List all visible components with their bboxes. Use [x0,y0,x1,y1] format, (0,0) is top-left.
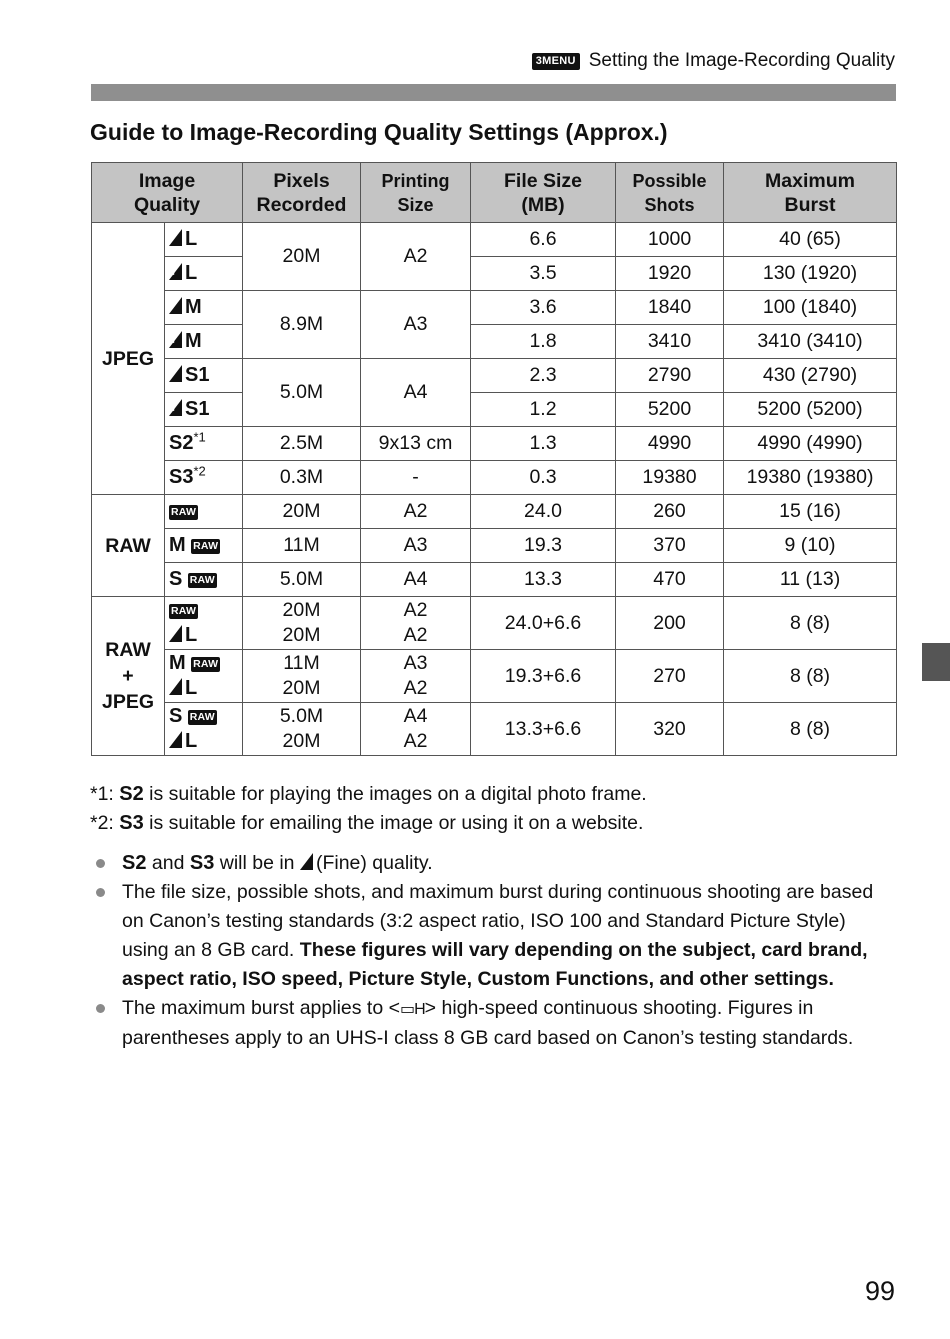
table-row [92,359,897,393]
page-number: 99 [864,1276,895,1306]
bullet-emphasis: These figures will vary depending on the subject, card brand, aspect ratio, ISO speed, Picture Style, Custom Functions, and other settings. [122,939,868,990]
quality-symbol: M RAW L [165,650,243,703]
pixels-cell: 20M 20M [243,597,361,650]
burst-cell: 430 (2790) [724,359,897,393]
page-header [90,48,895,74]
file-size-cell: 24.0 [471,495,616,529]
header-max-burst: Maximum Burst [724,163,897,223]
chapter-tab [922,643,950,681]
pixels-cell: 0.3M [243,461,361,495]
burst-cell: 3410 (3410) [724,325,897,359]
shots-cell: 270 [616,650,724,703]
print-size-cell: A2 [361,495,471,529]
burst-cell: 9 (10) [724,529,897,563]
quality-symbol: RAW L [165,597,243,650]
burst-cell: 4990 (4990) [724,427,897,461]
normal-quality-icon [169,263,182,280]
shots-cell: 5200 [616,393,724,427]
fine-quality-icon [169,229,182,246]
print-size-cell: 9x13 cm [361,427,471,461]
burst-cell: 40 (65) [724,223,897,257]
print-size-cell: A3 [361,291,471,359]
quality-symbol: S3$^{*2}$ [165,461,243,495]
header-rule [91,84,896,101]
normal-quality-icon [169,399,182,416]
pixels-cell: 5.0M 20M [243,703,361,756]
burst-cell: 130 (1920) [724,257,897,291]
footnote-1: *1: S2 is suitable for playing the images on a digital photo frame. [90,783,647,805]
fine-quality-icon [169,365,182,382]
table-row [92,563,897,597]
burst-cell: 5200 (5200) [724,393,897,427]
table-row [92,223,897,257]
quality-symbol: S1 [165,393,243,427]
file-size-cell: 0.3 [471,461,616,495]
fine-quality-icon [169,731,182,748]
shots-cell: 19380 [616,461,724,495]
file-size-cell: 2.3 [471,359,616,393]
header-image-quality: Image Quality [92,163,243,223]
high-speed-drive-icon: ▭H [400,1001,425,1018]
bullet-icon [96,888,105,897]
print-size-cell: A4 [361,359,471,427]
quality-symbol [165,495,243,529]
file-size-cell: 13.3+6.6 [471,703,616,756]
print-size-cell: A2 A2 [361,597,471,650]
table-header-row [92,163,897,223]
footnote-2: *2: S3 is suitable for emailing the image or using it on a website. [90,812,644,834]
file-size-cell: 24.0+6.6 [471,597,616,650]
file-size-cell: 6.6 [471,223,616,257]
quality-symbol: M [165,291,243,325]
header-pixels: Pixels Recorded [243,163,361,223]
fine-quality-icon [300,853,313,870]
header-printing-size: Printing Size [361,163,471,223]
quality-symbol: M [165,325,243,359]
file-size-cell: 1.3 [471,427,616,461]
shots-cell: 370 [616,529,724,563]
menu-icon [532,53,580,70]
page-title: Guide to Image-Recording Quality Settings (Approx.) [90,119,668,145]
burst-cell: 11 (13) [724,563,897,597]
file-size-cell: 1.8 [471,325,616,359]
table-row [92,461,897,495]
shots-cell: 2790 [616,359,724,393]
file-size-cell: 1.2 [471,393,616,427]
print-size-cell: A4 A2 [361,703,471,756]
fine-quality-icon [169,625,182,642]
group-label-raw: RAW [92,495,165,597]
bullet-list [96,849,896,1053]
file-size-cell: 19.3+6.6 [471,650,616,703]
quality-symbol: S RAW L [165,703,243,756]
table-row [92,257,897,291]
shots-cell: 1000 [616,223,724,257]
bullet-item: S2 and S3 will be in (Fine) quality. [96,849,896,878]
section-number: 3 [535,55,543,67]
raw-icon: RAW [189,711,215,723]
table-row [92,495,897,529]
bullet-item: The maximum burst applies to <▭H> high-speed continuous shooting. Figures in parentheses apply to an UHS-I class 8 GB card based on Canon’s testing standards. [96,994,896,1053]
shots-cell: 260 [616,495,724,529]
shots-cell: 1920 [616,257,724,291]
print-size-cell: - [361,461,471,495]
file-size-cell: 3.5 [471,257,616,291]
table-row [92,650,897,703]
quality-table [91,162,897,756]
raw-icon: RAW [171,506,197,518]
pixels-cell: 11M [243,529,361,563]
footnote-mark: *2 [193,463,206,479]
bullet-icon [96,859,105,868]
table-row [92,529,897,563]
footnotes [90,780,647,838]
group-label-raw-jpeg: RAW + JPEG [92,597,165,756]
raw-icon: RAW [189,574,215,586]
quality-symbol: L [165,223,243,257]
table-row [92,291,897,325]
print-size-cell: A4 [361,563,471,597]
fine-quality-icon [169,297,182,314]
bullet-icon [96,1004,105,1013]
quality-symbol: L [165,257,243,291]
quality-symbol: S1 [165,359,243,393]
quality-symbol: S2$^{*1}$ [165,427,243,461]
print-size-cell: A2 [361,223,471,291]
shots-cell: 200 [616,597,724,650]
shots-cell: 320 [616,703,724,756]
burst-cell: 15 (16) [724,495,897,529]
normal-quality-icon [169,331,182,348]
quality-symbol: M RAW [165,529,243,563]
table-row [92,393,897,427]
burst-cell: 8 (8) [724,650,897,703]
file-size-cell: 13.3 [471,563,616,597]
shots-cell: 1840 [616,291,724,325]
pixels-cell: 11M 20M [243,650,361,703]
pixels-cell: 5.0M [243,563,361,597]
fine-quality-icon [169,678,182,695]
burst-cell: 8 (8) [724,597,897,650]
table-row [92,703,897,756]
header-file-size: File Size (MB) [471,163,616,223]
shots-cell: 470 [616,563,724,597]
pixels-cell: 5.0M [243,359,361,427]
bullet-item: The file size, possible shots, and maximum burst during continuous shooting are based on Canon’s testing standards (3:2 aspect ratio, ISO 100 and Standard Picture Style) using an 8 GB card. These figures will vary depending on the subject, card brand, aspect ratio, ISO speed, Picture Style, Custom Functions, and other settings. [96,878,896,994]
footnote-mark: *1 [193,429,206,445]
header-title: Setting the Image-Recording Quality [588,50,895,71]
pixels-cell: 8.9M [243,291,361,359]
table-row [92,597,897,650]
file-size-cell: 19.3 [471,529,616,563]
burst-cell: 100 (1840) [724,291,897,325]
shots-cell: 3410 [616,325,724,359]
raw-icon: RAW [193,540,219,552]
pixels-cell: 20M [243,223,361,291]
file-size-cell: 3.6 [471,291,616,325]
table-row [92,325,897,359]
header-possible-shots: Possible Shots [616,163,724,223]
burst-cell: 19380 (19380) [724,461,897,495]
pixels-cell: 2.5M [243,427,361,461]
quality-symbol: S RAW [165,563,243,597]
shots-cell: 4990 [616,427,724,461]
group-label-jpeg: JPEG [92,223,165,495]
print-size-cell: A3 A2 [361,650,471,703]
raw-icon: RAW [193,658,219,670]
menu-label: MENU [542,55,576,67]
print-size-cell: A3 [361,529,471,563]
pixels-cell: 20M [243,495,361,529]
table-row [92,427,897,461]
burst-cell: 8 (8) [724,703,897,756]
raw-icon: RAW [171,605,197,617]
